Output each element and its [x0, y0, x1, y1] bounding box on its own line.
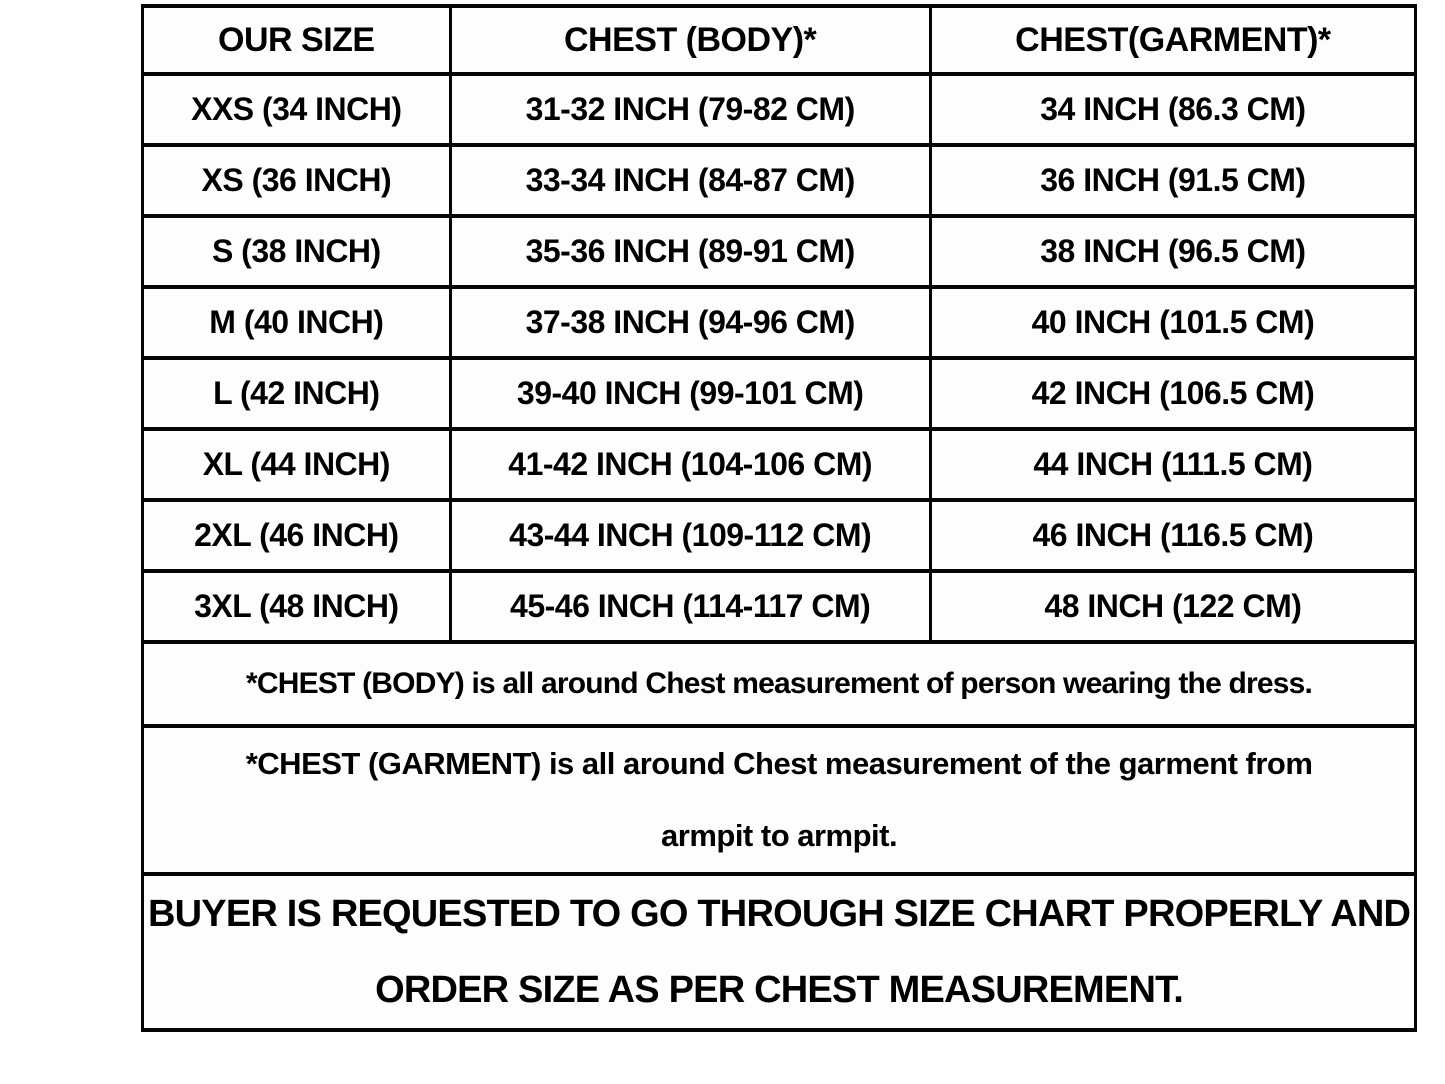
note-chest-body-text: *CHEST (BODY) is all around Chest measurement of person wearing the dress. [143, 642, 1416, 726]
size-label: 3XL (48 INCH) [143, 571, 451, 642]
note-chest-garment-text [143, 726, 1416, 874]
chest-body-value: 33-34 INCH (84-87 CM) [450, 145, 930, 216]
table-row-xxs [143, 74, 1416, 145]
chest-body-value: 35-36 INCH (89-91 CM) [450, 216, 930, 287]
column-header-our-size: OUR SIZE [143, 6, 451, 74]
note-buyer-request-line-1: BUYER IS REQUESTED TO GO THROUGH SIZE CHART PROPERLY AND [148, 893, 1411, 935]
note-row-chest-body [143, 642, 1416, 726]
table-row-xs [143, 145, 1416, 216]
table-row-2xl [143, 500, 1416, 571]
size-label: 2XL (46 INCH) [143, 500, 451, 571]
size-label: XXS (34 INCH) [143, 74, 451, 145]
chest-garment-value: 42 INCH (106.5 CM) [930, 358, 1415, 429]
note-buyer-request-line-2: ORDER SIZE AS PER CHEST MEASUREMENT. [375, 969, 1184, 1011]
size-label: XS (36 INCH) [143, 145, 451, 216]
note-row-buyer-request [143, 874, 1416, 1030]
table-row-xl [143, 429, 1416, 500]
chest-body-value: 31-32 INCH (79-82 CM) [450, 74, 930, 145]
chest-garment-value: 46 INCH (116.5 CM) [930, 500, 1415, 571]
chest-garment-value: 40 INCH (101.5 CM) [930, 287, 1415, 358]
size-label: S (38 INCH) [143, 216, 451, 287]
note-chest-garment-line-2: armpit to armpit. [661, 818, 898, 853]
column-header-chest-body: CHEST (BODY)* [450, 6, 930, 74]
size-label: M (40 INCH) [143, 287, 451, 358]
chest-garment-value: 48 INCH (122 CM) [930, 571, 1415, 642]
chest-body-value: 37-38 INCH (94-96 CM) [450, 287, 930, 358]
chest-garment-value: 38 INCH (96.5 CM) [930, 216, 1415, 287]
chest-garment-value: 36 INCH (91.5 CM) [930, 145, 1415, 216]
chest-body-value: 45-46 INCH (114-117 CM) [450, 571, 930, 642]
chest-body-value: 41-42 INCH (104-106 CM) [450, 429, 930, 500]
column-header-chest-garment: CHEST(GARMENT)* [930, 6, 1415, 74]
note-row-chest-garment [143, 726, 1416, 874]
size-chart-container [141, 4, 1417, 1032]
table-row-m [143, 287, 1416, 358]
table-row-3xl [143, 571, 1416, 642]
size-chart-table [141, 4, 1417, 1032]
chest-body-value: 39-40 INCH (99-101 CM) [450, 358, 930, 429]
chest-garment-value: 44 INCH (111.5 CM) [930, 429, 1415, 500]
chest-body-value: 43-44 INCH (109-112 CM) [450, 500, 930, 571]
header-row [143, 6, 1416, 74]
note-buyer-request-text [143, 874, 1416, 1030]
size-label: L (42 INCH) [143, 358, 451, 429]
note-chest-garment-line-1: *CHEST (GARMENT) is all around Chest measurement of the garment from [245, 746, 1313, 781]
size-label: XL (44 INCH) [143, 429, 451, 500]
table-row-s [143, 216, 1416, 287]
table-row-l [143, 358, 1416, 429]
chest-garment-value: 34 INCH (86.3 CM) [930, 74, 1415, 145]
